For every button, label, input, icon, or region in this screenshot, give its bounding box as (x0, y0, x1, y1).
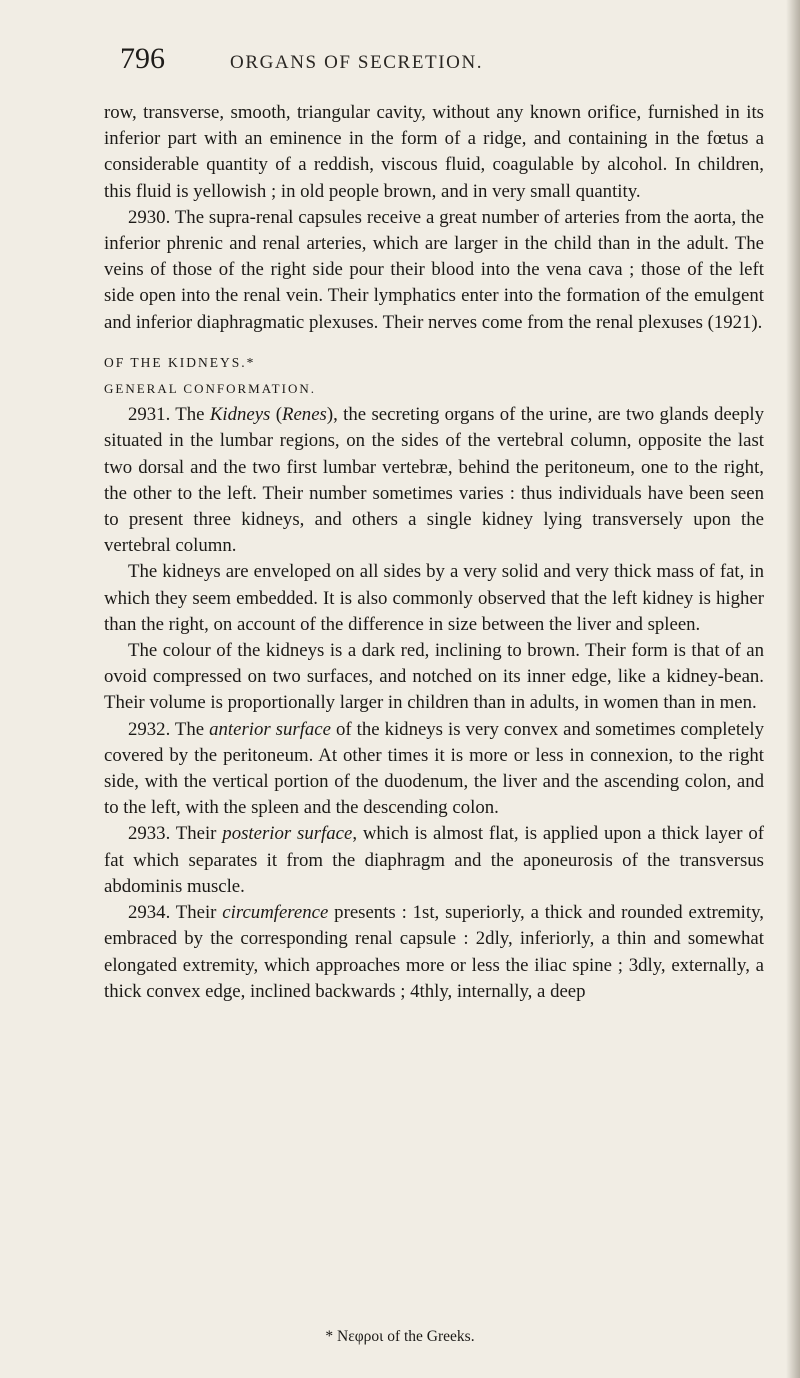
paragraph-enveloped: The kidneys are enveloped on all sides by a very solid and very thick mass of fat, in which they seem embedded. It is also commonly observed that the left kidney is higher than the right, on account of the difference in size between the liver and spleen. (104, 561, 764, 635)
page-edge-shadow (786, 0, 800, 1378)
paragraph-continuation: row, transverse, smooth, triangular cavity, without any known orifice, furnished in its inferior part with an eminence in the form of a ridge, and containing in the fœtus a considerable quantity of a reddish, viscous fluid, coagulable by alcohol. In children, this fluid is yellowish ; in old people brown, and in very small quantity. (104, 102, 764, 202)
italic-term: Renes (282, 404, 327, 426)
paragraph-2933 (104, 821, 764, 900)
italic-term: Kidneys (209, 404, 271, 426)
paragraph-number: 2932. The (128, 718, 210, 740)
italic-term: circumference (222, 902, 329, 924)
running-head: ORGANS OF SECRETION. (230, 52, 484, 73)
paragraph-number: 2934. Their (128, 902, 223, 924)
text-run: ( (270, 404, 282, 426)
paragraph-number: 2931. The (128, 404, 210, 426)
paragraph-2930: 2930. The supra-renal capsules receive a great number of arteries from the aorta, the inferior phrenic and renal arteries, which are larger in the child than in the adult. The veins of those of the right side pour their blood into the vena cava ; those of the left side open into the renal vein. Their lymphatics enter into the formation of the emulgent and inferior diaphragmatic plexuses. Their nerves come from the renal plexuses (1921). (104, 206, 764, 333)
paragraph-2932 (104, 717, 764, 822)
paragraph-number: 2933. Their (128, 823, 223, 845)
text-run: presents : 1st, superiorly, a thick and rounded extremity, embraced by the corresponding renal capsule : 2dly, inferiorly, a thin and somewhat elongated extremity, which approaches more or less the iliac spine ; 3dly, externally, a thick convex edge, inclined backwards ; 4thly, internally, a deep (104, 902, 764, 1002)
italic-term: posterior surface (222, 823, 353, 845)
text-run: ), the secreting organs of the urine, are two glands deeply situated in the lumbar regions, on the sides of the vertebral column, opposite the last two dorsal and the two first lumbar vertebræ, behind the peritoneum, one to the right, the other to the left. Their number sometimes varies : thus individuals have been seen to present three kidneys, and others a single kidney lying transversely upon the vertebral column. (104, 404, 765, 557)
section-heading: OF THE KIDNEYS.* (104, 354, 256, 370)
text-run: of the kidneys is very convex and sometimes completely covered by the peritoneum. At other times it is more or less in connexion, to the right side, with the vertical portion of the duodenum, the liver and the ascending colon, and to the left, with the spleen and the descending colon. (104, 718, 765, 819)
subsection-heading: GENERAL CONFORMATION. (104, 381, 316, 397)
page-header (120, 42, 760, 82)
paragraph-colour: The colour of the kidneys is a dark red, inclining to brown. Their form is that of an ovoid compressed on two surfaces, and notched on its inner edge, like a kidney-bean. Their volume is proportionally larger in children than in adults, in women than in men. (104, 640, 764, 714)
italic-term: anterior surface (209, 718, 331, 740)
page-number: 796 (120, 42, 165, 75)
text-run: , which is almost flat, is applied upon a thick layer of fat which separates it from the diaphragm and the aponeurosis of the transversus abdominis muscle. (104, 823, 765, 897)
footnote: * Νεφροι of the Greeks. (325, 1328, 475, 1345)
body-text (104, 100, 764, 1005)
paragraph-2931 (104, 402, 764, 559)
paragraph-2934 (104, 900, 764, 1005)
